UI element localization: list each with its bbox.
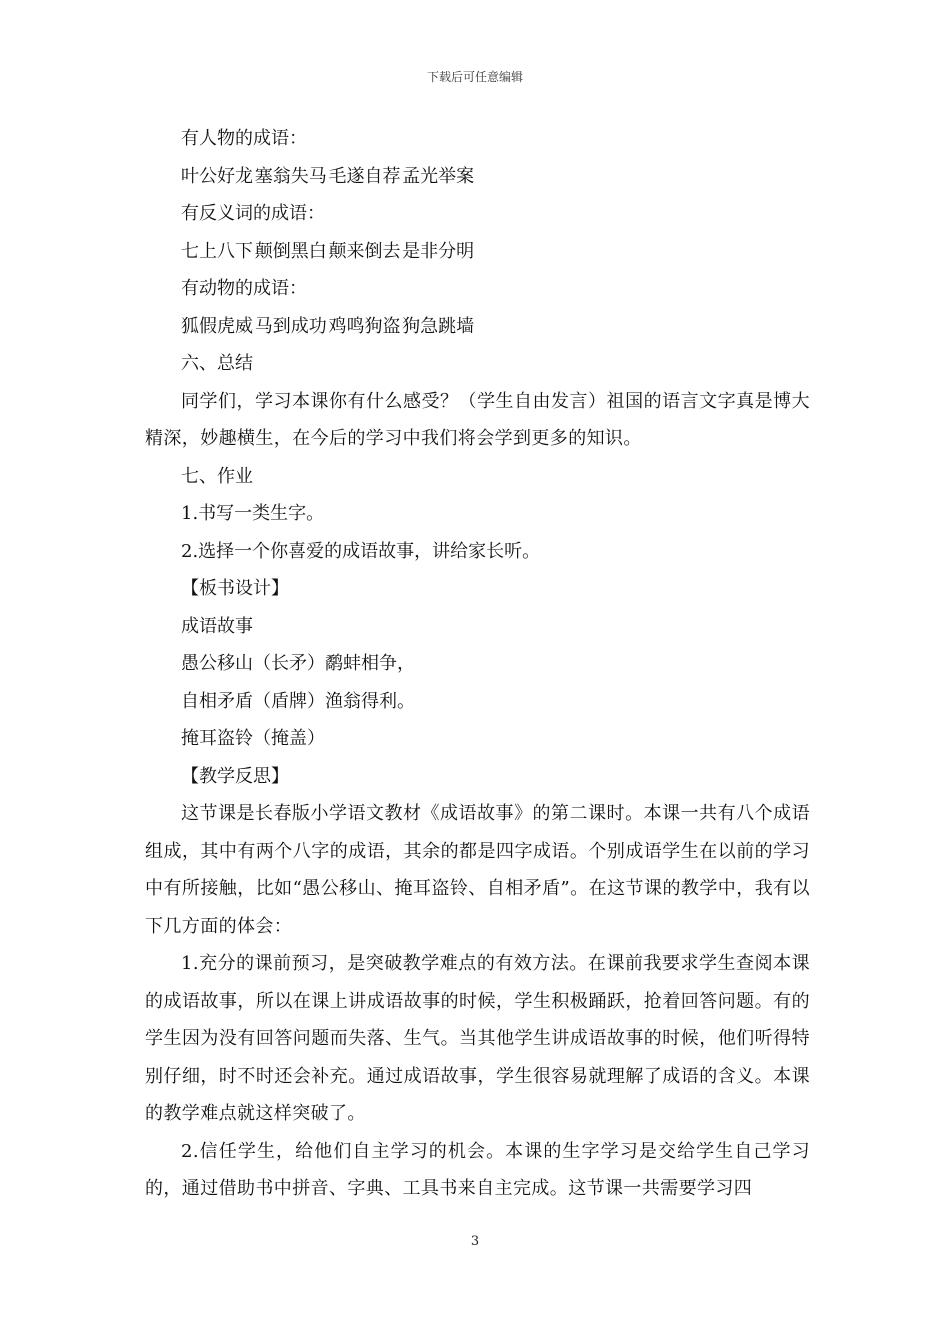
board-line-2: 自相矛盾（盾牌）渔翁得利。 xyxy=(181,690,415,712)
category-heading-people: 有人物的成语： xyxy=(181,128,307,149)
section-heading-board-design: 【板书设计】 xyxy=(181,578,289,599)
idiom-list-antonyms: 七上八下 颠倒黑白 颠来倒去 是非分明 xyxy=(181,240,475,262)
board-line-3: 掩耳盗铃（掩盖） xyxy=(181,728,325,749)
idiom-list-people: 叶公好龙 塞翁失马 毛遂自荐 孟光举案 xyxy=(181,165,475,187)
homework-item-1: 1.书写一类生字。 xyxy=(181,503,325,524)
reflection-paragraph-1: 1.充分的课前预习，是突破教学难点的有效方法。在课前我要求学生查阅本课的成语故事，所以在课上讲成语故事的时候，学生积极踊跃，抢着回答问题。有的学生因为没有回答问题而失落、生气。当其他学生讲成语故事的时候，他们听得特别仔细，时不时还会补充。通过成语故事，学生很容易就理解了成语的含义。本课的教学难点就这样突破了。 xyxy=(145,953,810,1124)
category-heading-animals: 有动物的成语： xyxy=(181,278,307,299)
idiom-list-animals: 狐假虎威 马到成功 鸡鸣狗盗 狗急跳墙 xyxy=(181,315,475,337)
reflection-paragraph-2: 2.信任学生，给他们自主学习的机会。本课的生字学习是交给学生自己学习的，通过借助书中拼音、字典、工具书来自主完成。这节课一共需要学习四 xyxy=(145,1140,810,1199)
summary-paragraph: 同学们，学习本课你有什么感受？（学生自由发言）祖国的语言文字真是博大精深，妙趣横生，在今后的学习中我们将会学到更多的知识。 xyxy=(145,390,810,449)
section-heading-reflection: 【教学反思】 xyxy=(181,765,289,787)
document-body xyxy=(145,120,810,1208)
section-heading-summary: 六、总结 xyxy=(181,353,253,374)
page-header-note: 下载后可任意编辑 xyxy=(426,70,523,84)
category-heading-antonyms: 有反义词的成语： xyxy=(181,203,325,224)
section-heading-homework: 七、作业 xyxy=(181,465,253,487)
board-title: 成语故事 xyxy=(181,615,253,637)
reflection-paragraph-intro: 这节课是长春版小学语文教材《成语故事》的第二课时。本课一共有八个成语组成，其中有两个八字的成语，其余的都是四字成语。个别成语学生在以前的学习中有所接触，比如“愚公移山、掩耳盗铃、自相矛盾”。在这节课的教学中，我有以下几方面的体会： xyxy=(145,803,810,937)
page-number: 3 xyxy=(470,1234,480,1249)
homework-item-2: 2.选择一个你喜爱的成语故事，讲给家长听。 xyxy=(181,540,541,562)
board-line-1: 愚公移山（长矛）鹬蚌相争， xyxy=(181,653,415,674)
